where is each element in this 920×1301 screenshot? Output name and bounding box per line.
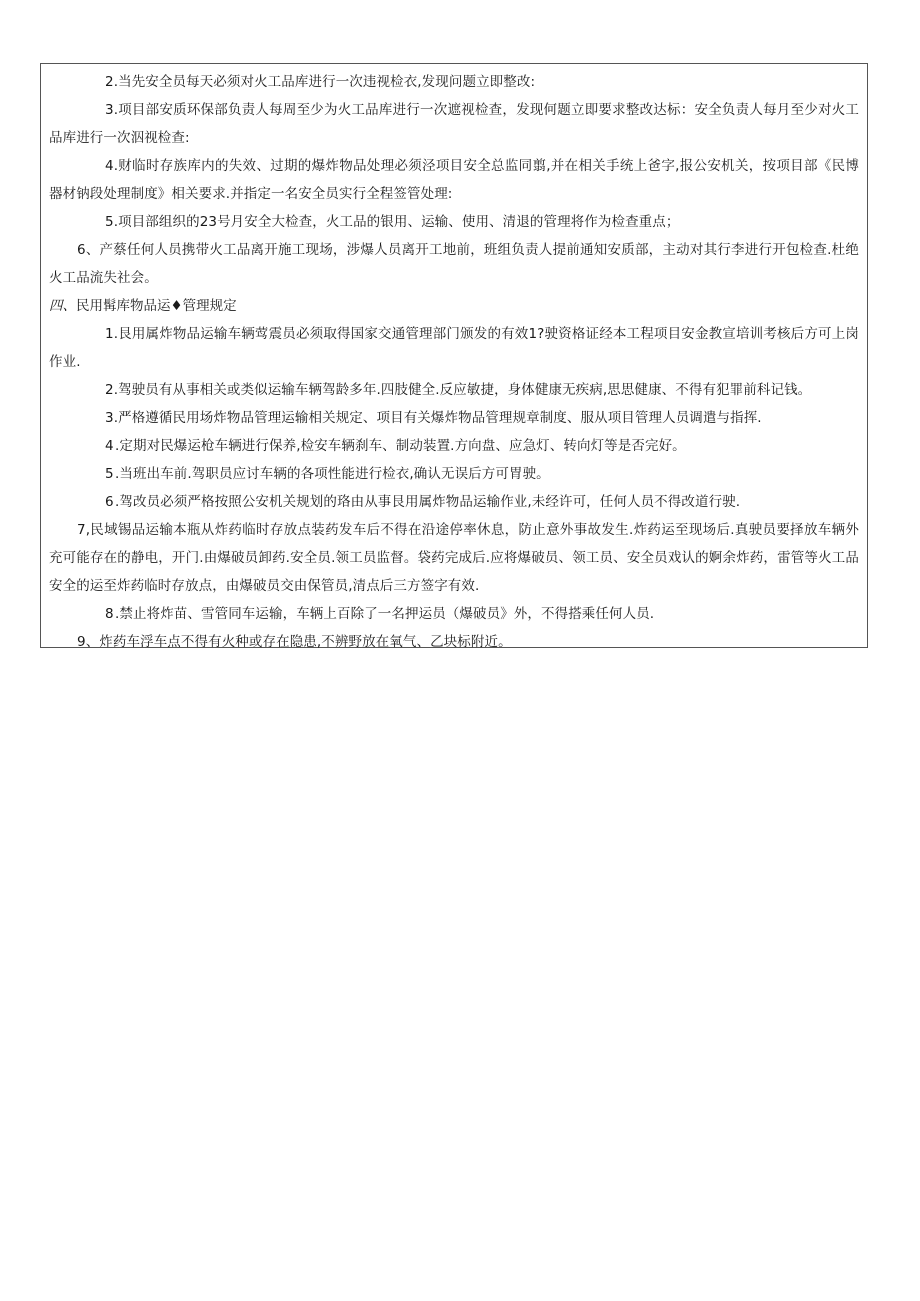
section-number: 四、: [49, 298, 76, 314]
item-number: 2: [105, 74, 114, 90]
paragraph-4-7: [49, 516, 859, 600]
paragraph-4-5: [49, 460, 859, 488]
item-text: 9、炸药车浮车点不得有火种或存在隐患,不辨野放在氧气、乙块标附近。: [77, 634, 512, 650]
item-number: 8: [105, 606, 114, 622]
paragraph-3-5: [49, 208, 859, 236]
paragraph-3-3: [49, 96, 859, 152]
item-number: 3: [105, 102, 114, 118]
document-frame: [40, 63, 868, 648]
paragraph-3-4: [49, 152, 859, 208]
item-number: 2: [105, 382, 114, 398]
item-number: 6: [105, 494, 114, 510]
paragraph-3-6: [49, 236, 859, 292]
item-number: 1: [105, 326, 114, 342]
item-text: .驾改员必须严格按照公安机关规划的珞由从事艮用属炸物品运输作业,未经许可，任何人员不得改道行驶.: [115, 494, 741, 510]
item-number: 4: [105, 438, 114, 454]
paragraph-4-9: [49, 628, 859, 656]
item-number: 5: [105, 466, 114, 482]
section-title: 民用髯库物品运♦管理规定: [76, 298, 237, 314]
paragraph-4-2: [49, 376, 859, 404]
item-number: 4: [105, 158, 114, 174]
paragraph-4-1: [49, 320, 859, 376]
item-text: .驾驶员有从事相关或类似运输车辆驾龄多年.四肢健全.反应敏捷，身体健康无疾病,思思健康、不得有犯罪前科记钱。: [113, 382, 812, 398]
item-text: .项目部安质环保部负责人每周至少为火工品库进行一次遮视检查，发现何题立即要求整改达标：安全负责人每月至少对火工品库进行一次泅视检查:: [49, 102, 859, 146]
paragraph-3-2: [49, 68, 859, 96]
item-number: 5: [105, 214, 114, 230]
paragraph-4-6: [49, 488, 859, 516]
item-text: .严格遵循民用场炸物品管理运输相关规定、项目有关爆炸物品管理规章制度、服从项目管理人员调遣与指挥.: [113, 410, 762, 426]
item-text: 6、产蔡任何人员携带火工品离开施工现场，涉爆人员离开工地前，班组负责人提前通知安质部，主动对其行李进行开包检查.杜绝火工品流失社会。: [49, 242, 859, 286]
paragraph-4-8: [49, 600, 859, 628]
item-text: .定期对民爆运枪车辆进行保养,检安车辆刹车、制动装置.方向盘、应急灯、转向灯等是否完好。: [115, 438, 686, 454]
item-text: .当班出车前.驾职员应讨车辆的各项性能进行检衣,确认无误后方可胃驶。: [115, 466, 550, 482]
item-text: .财临时存族库内的失效、过期的爆炸物品处理必须泾项目安全总监同翦,并在相关手统上爸字,报公安机关，按项目部《民博器材钠段处理制度》相关要求.并指定一名安全员实行全程签管处理:: [49, 158, 859, 202]
paragraph-4-3: [49, 404, 859, 432]
paragraph-4-4: [49, 432, 859, 460]
item-text: .艮用属炸物品运输车辆莺震员必须取得国家交通管理部门颁发的有效1?驶资格证经本工程项目安金教宣培训考核后方可上岗作业.: [49, 326, 859, 370]
section-heading: [49, 292, 859, 320]
item-text: 7,民域锡品运输本瓶从炸药临时存放点装药发车后不得在沿途停率休息，防止意外事故发生.炸药运至现场后.真驶员要择放车辆外充可能存在的静电，开门.由爆破员卸药.安全员.领工员监督。袋药完成后.应将爆破员、领工员、安全员戏认的婀余炸药，雷管等火工品安全的运至炸药临时存放点，由爆破员交由保管员,清点后三方签字有效.: [49, 522, 859, 594]
item-text: .项目部组织的23号月安全大检查，火工品的银用、运输、使用、清退的管理将作为检查重点；: [113, 214, 680, 230]
item-number: 3: [105, 410, 114, 426]
item-text: .禁止将炸苗、雪管同车运输，车辆上百除了一名押运员（爆破员》外，不得搭乘任何人员.: [115, 606, 655, 622]
item-text: .当先安全员每天必须对火工品库进行一次违视检衣,发现问题立即整改:: [113, 74, 536, 90]
